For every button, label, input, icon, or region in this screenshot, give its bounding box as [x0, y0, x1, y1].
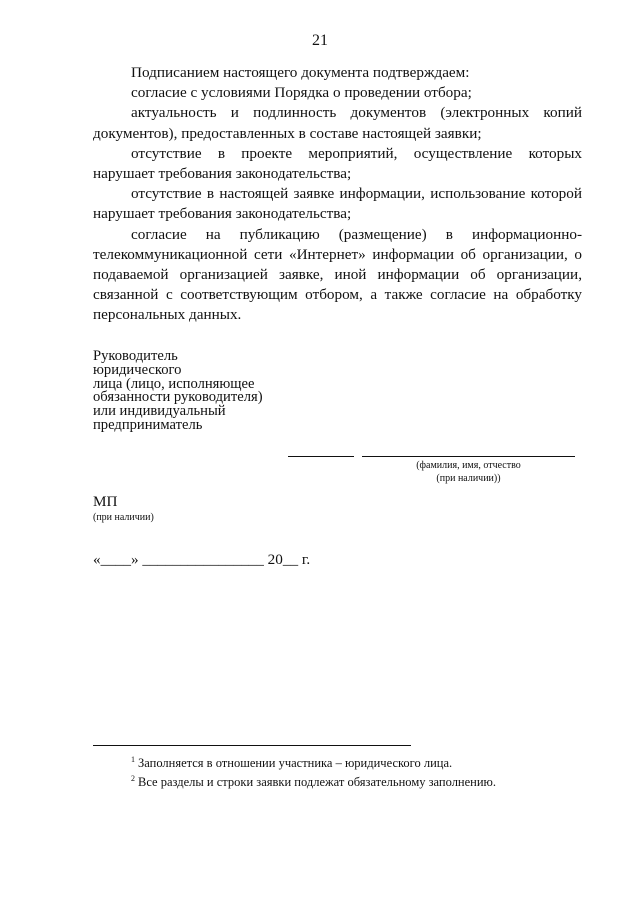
stamp-label: МП [93, 493, 118, 510]
footnote-mark: 2 [131, 774, 135, 783]
signature-line [288, 456, 354, 457]
date-line: «____» ________________ 20__ г. [93, 551, 311, 568]
signatory-line: или индивидуальный [93, 403, 226, 420]
page-number: 21 [312, 32, 328, 49]
confirmation-text [93, 63, 582, 326]
paragraph-publication-consent: согласие на публикацию (размещение) в информационно-телекоммуникационной сети «Интернет» информации об организации, о подаваемой организацией заявке, иной информации об организации, связанной с соответствующим отбором, а также согласие на обработку персональных данных. [93, 225, 582, 324]
paragraph-intro: Подписанием настоящего документа подтверждаем: [131, 64, 470, 81]
stamp-note: (при наличии) [93, 512, 154, 523]
paragraph-authenticity: актуальность и подлинность документов (электронных копий документов), предоставленных в составе настоящей заявки; [93, 104, 582, 142]
footnote-1 [131, 752, 496, 771]
signatory-line: лица (лицо, исполняющее [93, 375, 255, 392]
full-name-caption [362, 459, 575, 485]
footnote-mark: 1 [131, 755, 135, 764]
paragraph-consent-terms: согласие с условиями Порядка о проведении отбора; [131, 84, 472, 102]
signatory-title [93, 350, 263, 433]
footnote-text: Заполняется в отношении участника – юридического лица. [138, 756, 453, 770]
paragraph-no-violations: отсутствие в проекте мероприятий, осуществление которых нарушает требования законодательства; [93, 144, 582, 183]
caption-line: (при наличии)) [436, 473, 501, 484]
signatory-line: юридического [93, 361, 182, 378]
signatory-line: предприниматель [93, 416, 203, 433]
full-name-line [362, 456, 575, 457]
caption-line: (фамилия, имя, отчество [416, 460, 521, 471]
footnote-2 [131, 771, 496, 790]
footnote-text: Все разделы и строки заявки подлежат обязательному заполнению. [138, 775, 497, 789]
footnotes [131, 752, 496, 790]
signatory-line: Руководитель [93, 348, 178, 364]
paragraph-no-violating-info: отсутствие в настоящей заявке информации, использование которой нарушает требования законодательства; [93, 185, 582, 223]
footnote-divider [93, 745, 411, 746]
signatory-line: обязанности руководителя) [93, 389, 263, 406]
